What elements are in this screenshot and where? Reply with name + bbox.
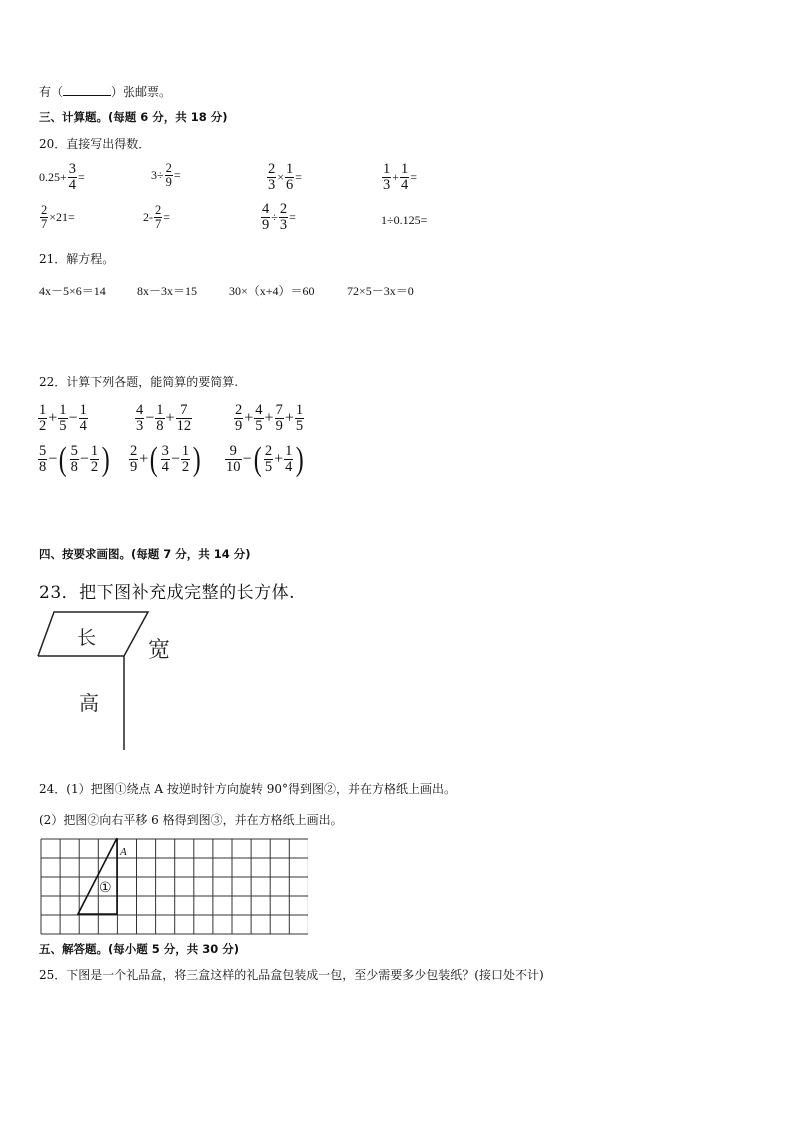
section-3-heading: 三、计算题。(每题 6 分，共 18 分) <box>39 110 228 124</box>
q20-item-8: 1÷0.125= <box>381 213 428 227</box>
fraction <box>154 204 162 231</box>
q20-item-6 <box>143 204 170 231</box>
operator: + <box>165 409 175 427</box>
right-paren: ) <box>192 440 201 478</box>
numerator: 2 <box>165 161 172 175</box>
q22-expr-6 <box>224 440 306 478</box>
denominator: 8 <box>70 459 78 475</box>
denominator: 5 <box>264 459 273 475</box>
operator: − <box>170 450 180 468</box>
fraction <box>68 162 77 193</box>
denominator: 2 <box>181 459 190 475</box>
q21-equation-4: 72×5－3x＝0 <box>347 284 414 298</box>
numerator: 7 <box>275 402 283 418</box>
operator: + <box>48 409 58 427</box>
operator: + <box>392 170 400 184</box>
q20-item-6-lead: 2- <box>143 210 153 224</box>
fraction <box>285 162 294 193</box>
operator: + <box>274 450 284 468</box>
label-width: 宽 <box>148 638 171 663</box>
fraction <box>181 444 190 475</box>
fraction <box>279 202 288 233</box>
denominator: 3 <box>268 177 276 193</box>
numerator: 1 <box>59 402 67 418</box>
grid-lines <box>41 839 308 934</box>
numerator: 1 <box>90 443 99 459</box>
denominator: 4 <box>161 459 169 475</box>
numerator: 1 <box>285 443 293 459</box>
operator: − <box>68 409 78 427</box>
denominator: 7 <box>155 217 162 231</box>
denominator: 2 <box>39 418 47 434</box>
point-a-label: A <box>120 846 127 858</box>
fraction <box>58 403 67 434</box>
denominator: 12 <box>176 418 192 434</box>
operator: ÷ <box>271 210 278 224</box>
fraction <box>254 403 263 434</box>
numerator: 3 <box>161 443 169 459</box>
fraction <box>40 204 48 231</box>
q20-item-5-tail: ×21= <box>49 210 75 224</box>
denominator: 6 <box>286 177 294 193</box>
denominator: 4 <box>68 177 77 193</box>
q20-item-5 <box>39 204 75 231</box>
operator: − <box>242 450 252 468</box>
fraction <box>275 403 284 434</box>
equals: = <box>289 210 296 224</box>
denominator: 9 <box>275 418 283 434</box>
fraction <box>90 444 99 475</box>
denominator: 4 <box>401 177 409 193</box>
section-5-heading: 五、解答题。(每小题 5 分，共 30 分) <box>39 942 240 956</box>
equals: = <box>163 210 171 224</box>
fraction <box>382 162 391 193</box>
numerator: 4 <box>136 402 144 418</box>
q21-equation-3: 30×（x+4）＝60 <box>229 284 315 298</box>
operator: − <box>145 409 155 427</box>
q22-expr-5 <box>128 440 202 478</box>
fraction <box>264 444 273 475</box>
numerator: 1 <box>295 402 304 418</box>
numerator: 3 <box>68 161 77 177</box>
left-paren: ( <box>58 440 67 478</box>
q20-item-1 <box>39 162 85 193</box>
denominator: 9 <box>235 418 243 434</box>
q22-title: 22．计算下列各题，能简算的要简算. <box>39 375 239 389</box>
numerator: 1 <box>79 402 87 418</box>
fraction <box>155 403 164 434</box>
numerator: 1 <box>181 443 190 459</box>
numerator: 2 <box>264 443 273 459</box>
denominator: 5 <box>59 418 67 434</box>
q21-title: 21．解方程。 <box>39 252 115 266</box>
q20-title: 20．直接写出得数． <box>39 137 151 151</box>
shape-1-label: ① <box>99 880 112 896</box>
operator: × <box>277 170 285 184</box>
q24-part-1: 24．(1）把图①绕点 A 按逆时针方向旋转 90°得到图②，并在方格纸上画出。 <box>39 782 456 796</box>
q22-expr-4 <box>37 440 111 478</box>
q20-item-1-lead: 0.25+ <box>39 170 67 184</box>
denominator: 9 <box>130 459 138 475</box>
denominator: 3 <box>279 217 288 233</box>
label-height: 高 <box>79 691 99 715</box>
fraction <box>129 444 138 475</box>
numerator: 1 <box>286 161 294 177</box>
fraction <box>165 162 173 189</box>
q20-item-4 <box>381 162 417 193</box>
q20-item-2-lead: 3÷ <box>151 168 164 182</box>
numerator: 4 <box>262 201 270 217</box>
fraction <box>38 403 47 434</box>
equals: = <box>78 170 85 184</box>
denominator: 8 <box>156 418 164 434</box>
numerator: 2 <box>155 203 162 217</box>
denominator: 9 <box>165 175 172 189</box>
equals: = <box>173 168 181 182</box>
numerator: 1 <box>156 402 164 418</box>
q21-equation-1: 4x－5×6＝14 <box>39 284 106 298</box>
denominator: 5 <box>295 418 304 434</box>
numerator: 7 <box>180 402 188 418</box>
q24-part-2: (2）把图②向右平移 6 格得到图③，并在方格纸上画出。 <box>39 813 343 827</box>
cuboid-partial-figure <box>36 608 226 754</box>
denominator: 4 <box>79 418 87 434</box>
q19-prefix: 有（ <box>39 85 64 99</box>
numerator: 5 <box>39 443 47 459</box>
q22-expr-3 <box>233 403 305 434</box>
q20-item-7 <box>260 202 296 233</box>
operator: + <box>284 409 294 427</box>
right-paren: ) <box>101 440 110 478</box>
q20-item-3 <box>266 162 302 193</box>
grid-paper <box>40 838 308 936</box>
q19-tail <box>39 84 171 100</box>
operator: + <box>264 409 274 427</box>
equals: = <box>410 170 418 184</box>
fraction <box>267 162 276 193</box>
denominator: 7 <box>41 217 48 231</box>
fraction <box>295 403 304 434</box>
q20-item-2 <box>151 162 181 189</box>
denominator: 4 <box>285 459 293 475</box>
numerator: 1 <box>383 161 391 177</box>
answer-blank[interactable] <box>63 84 111 96</box>
fraction <box>176 403 193 434</box>
fraction <box>284 444 293 475</box>
equals: = <box>295 170 303 184</box>
q25-text: 25．下图是一个礼品盒，将三盒这样的礼品盒包装成一包，至少需要多少包装纸？(接口处不计) <box>39 968 544 982</box>
q23-title: 23．把下图补充成完整的长方体. <box>39 583 296 603</box>
fraction <box>161 444 170 475</box>
section-4-heading: 四、按要求画图。(每题 7 分，共 14 分) <box>39 547 251 561</box>
fraction <box>38 444 47 475</box>
numerator: 1 <box>39 402 47 418</box>
numerator: 2 <box>268 161 276 177</box>
left-paren: ( <box>149 440 158 478</box>
operator: − <box>48 450 58 468</box>
fraction <box>225 444 242 475</box>
label-length: 长 <box>77 627 97 649</box>
fraction <box>79 403 88 434</box>
numerator: 2 <box>279 201 288 217</box>
shape-1-triangle <box>78 838 117 914</box>
denominator: 2 <box>90 459 99 475</box>
numerator: 2 <box>41 203 48 217</box>
denominator: 5 <box>255 418 263 434</box>
denominator: 10 <box>226 459 241 475</box>
numerator: 9 <box>229 443 237 459</box>
q21-equation-2: 8x－3x＝15 <box>137 284 198 298</box>
denominator: 9 <box>262 217 270 233</box>
numerator: 2 <box>235 402 243 418</box>
numerator: 1 <box>401 161 409 177</box>
denominator: 3 <box>383 177 391 193</box>
left-paren: ( <box>253 440 262 478</box>
q22-expr-2 <box>134 403 193 434</box>
fraction <box>135 403 144 434</box>
q19-suffix: ）张邮票。 <box>111 85 172 99</box>
q22-expr-1 <box>37 403 89 434</box>
operator: + <box>244 409 254 427</box>
fraction <box>400 162 409 193</box>
numerator: 4 <box>255 402 263 418</box>
numerator: 5 <box>70 443 78 459</box>
right-paren: ) <box>296 440 305 478</box>
fraction <box>261 202 270 233</box>
denominator: 8 <box>39 459 47 475</box>
numerator: 2 <box>130 443 138 459</box>
operator: + <box>139 450 149 468</box>
denominator: 3 <box>136 418 144 434</box>
fraction <box>70 444 79 475</box>
fraction <box>234 403 243 434</box>
operator: − <box>79 450 89 468</box>
